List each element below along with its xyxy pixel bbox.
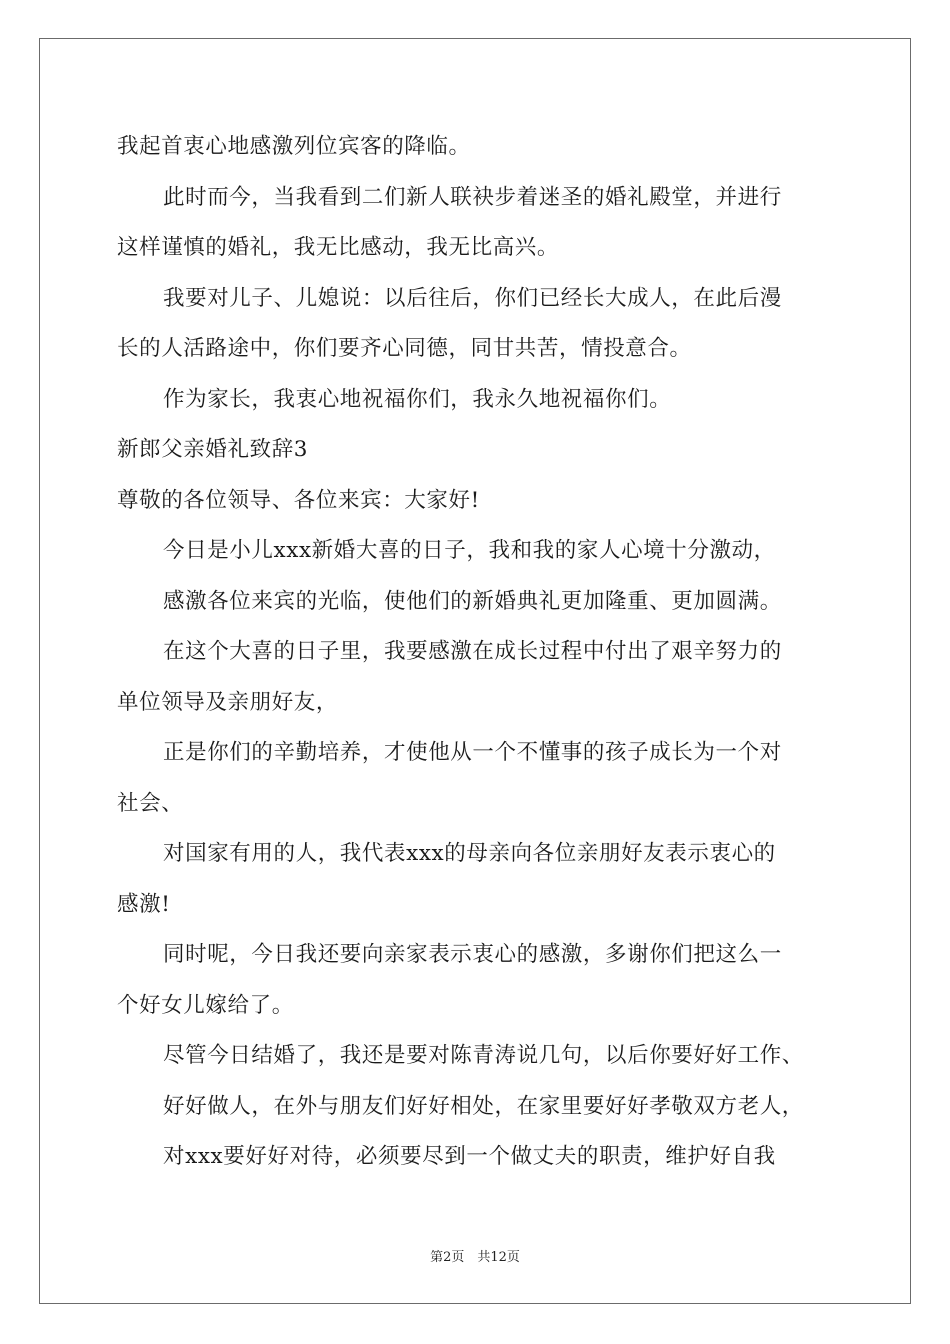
text-line: 此时而今，当我看到二们新人联袂步着迷圣的婚礼殿堂，并进行 (163, 184, 782, 210)
text-line: 我起首衷心地感激列位宾客的降临。 (117, 134, 471, 159)
text-line: 对xxx要好好对待，必须要尽到一个做丈夫的职责，维护好自我 (163, 1144, 776, 1169)
text-line: 同时呢，今日我还要向亲家表示衷心的感激，多谢你们把这么一 (163, 942, 782, 967)
text-line: 长的人活路途中，你们要齐心同德，同甘共苦，情投意合。 (117, 336, 692, 361)
text-line: 好好做人，在外与朋友们好好相处，在家里要好好孝敬双方老人， (163, 1093, 804, 1119)
page-number-footer: 第2页 共12页 (430, 1250, 520, 1265)
text-line: 对国家有用的人，我代表xxx的母亲向各位亲朋好友表示衷心的 (163, 841, 776, 866)
text-line: 今日是小儿xxx新婚大喜的日子，我和我的家人心境十分激动， (163, 538, 776, 563)
text-line: 这样谨慎的婚礼，我无比感动，我无比高兴。 (117, 235, 560, 260)
text-line: 我要对儿子、儿媳说：以后往后，你们已经长大成人，在此后漫 (163, 285, 782, 311)
text-line: 社会、 (117, 790, 184, 816)
document-body (117, 125, 837, 1186)
greeting-line: 尊敬的各位领导、各位来宾：大家好! (117, 487, 480, 513)
text-line: 正是你们的辛勤培养，才使他从一个不懂事的孩子成长为一个对 (163, 740, 782, 765)
text-line: 作为家长，我衷心地祝福你们，我永久地祝福你们。 (163, 386, 672, 412)
text-line: 在这个大喜的日子里，我要感激在成长过程中付出了艰辛努力的 (163, 639, 782, 664)
text-line: 尽管今日结婚了，我还是要对陈青涛说几句，以后你要好好工作、 (163, 1043, 804, 1068)
text-line: 单位领导及亲朋好友， (117, 689, 339, 715)
text-line: 感激! (117, 891, 171, 917)
section-heading: 新郎父亲婚礼致辞3 (117, 437, 309, 462)
text-line: 感激各位来宾的光临，使他们的新婚典礼更加隆重、更加圆满。 (163, 588, 782, 614)
text-line: 个好女儿嫁给了。 (117, 992, 294, 1018)
